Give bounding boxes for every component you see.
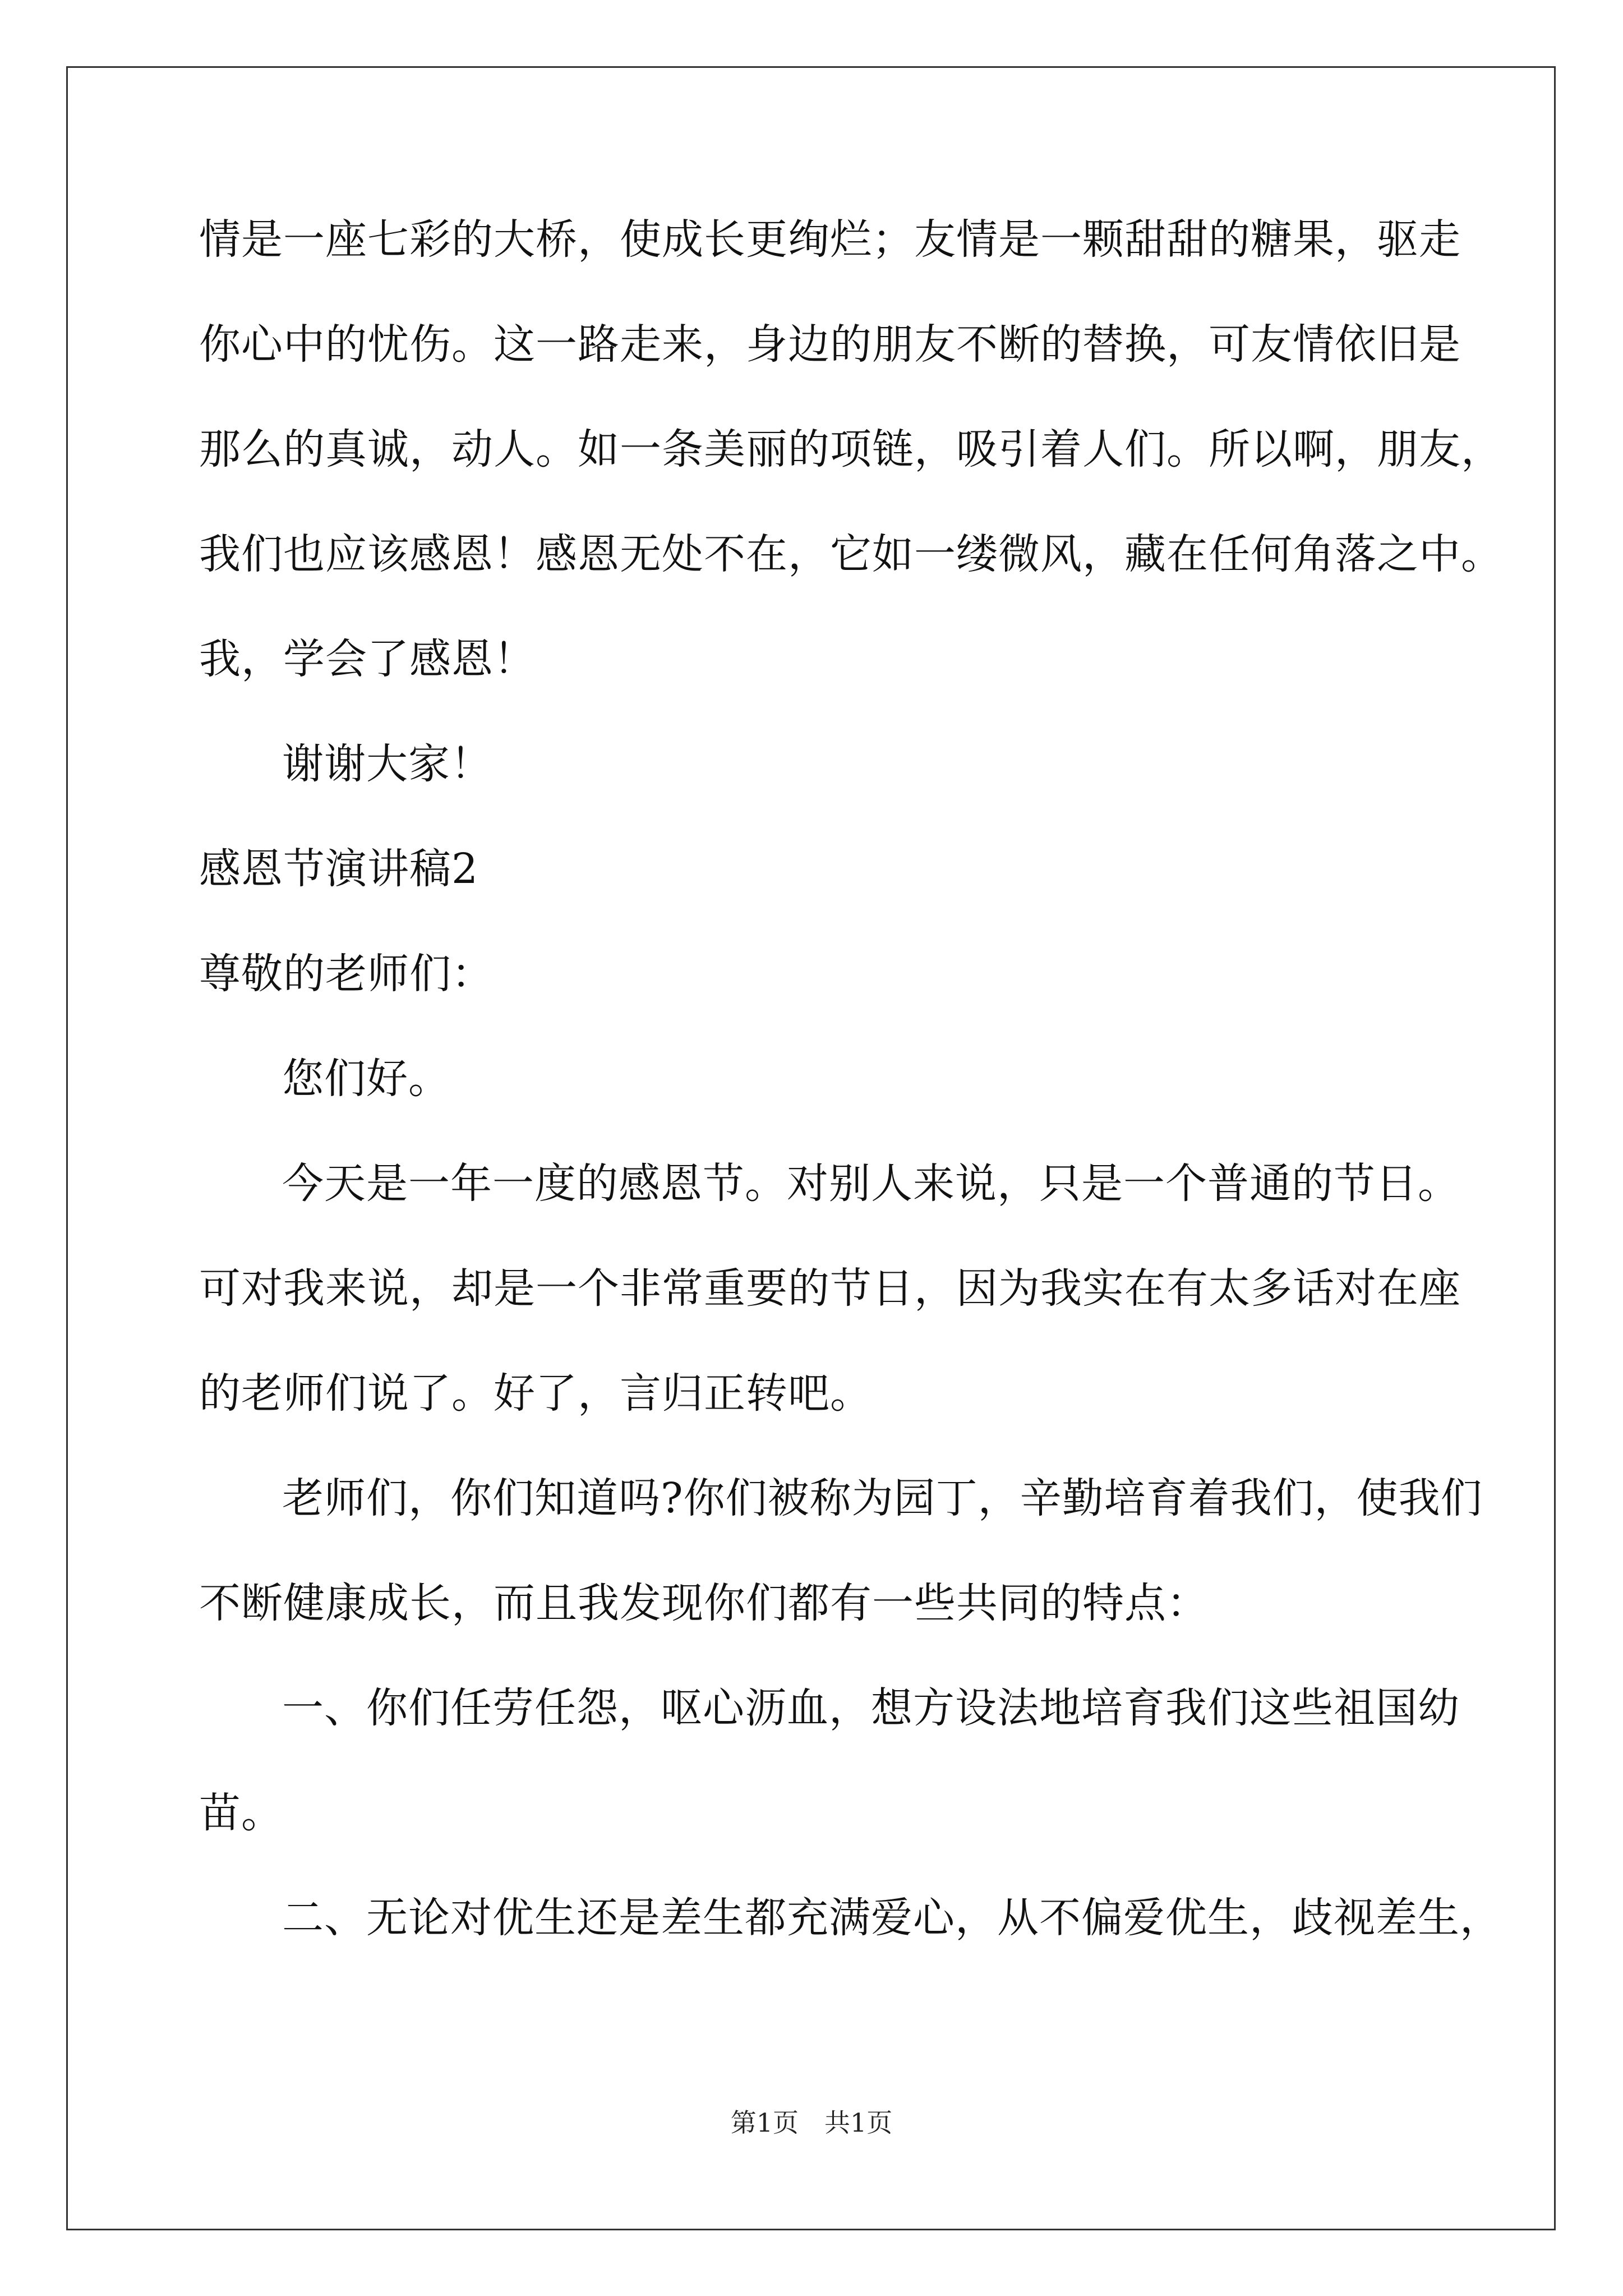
page-footer [0, 2102, 1623, 2139]
text-line: 苗。 [199, 1789, 283, 1837]
text-line: 今天是一年一度的感恩节。对别人来说，只是一个普通的节日。 [282, 1159, 1460, 1208]
text-line: 一、你们任劳任怨，呕心沥血，想方设法地培育我们这些祖国幼 [282, 1684, 1460, 1732]
text-line: 不断健康成长，而且我发现你们都有一些共同的特点： [199, 1579, 1209, 1627]
text-line: 谢谢大家！ [282, 740, 492, 788]
text-line: 情是一座七彩的大桥，使成长更绚烂；友情是一颗甜甜的糖果，驱走 [199, 215, 1461, 264]
text-line: 二、无论对优生还是差生都充满爱心，从不偏爱优生，歧视差生， [282, 1894, 1502, 1942]
text-line: 你心中的忧伤。这一路走来，身边的朋友不断的替换，可友情依旧是 [199, 320, 1461, 369]
text-line: 您们好。 [282, 1055, 450, 1103]
salutation: 尊敬的老师们： [199, 950, 494, 998]
text-line: 我们也应该感恩！感恩无处不在，它如一缕微风，藏在任何角落之中。 [199, 530, 1503, 578]
document-body [199, 215, 1503, 2002]
text-line: 老师们，你们知道吗?你们被称为园丁，辛勤培育着我们，使我们 [282, 1474, 1483, 1522]
text-line: 可对我来说，却是一个非常重要的节日，因为我实在有太多话对在座 [199, 1264, 1461, 1313]
text-line: 我，学会了感恩！ [199, 635, 536, 683]
text-line: 那么的真诚，动人。如一条美丽的项链，吸引着人们。所以啊，朋友， [199, 425, 1503, 473]
section-heading: 感恩节演讲稿2 [199, 845, 479, 893]
page-total: 共1页 [824, 2108, 893, 2138]
text-line: 的老师们说了。好了，言归正转吧。 [199, 1369, 872, 1418]
page-number: 第1页 [730, 2108, 799, 2138]
